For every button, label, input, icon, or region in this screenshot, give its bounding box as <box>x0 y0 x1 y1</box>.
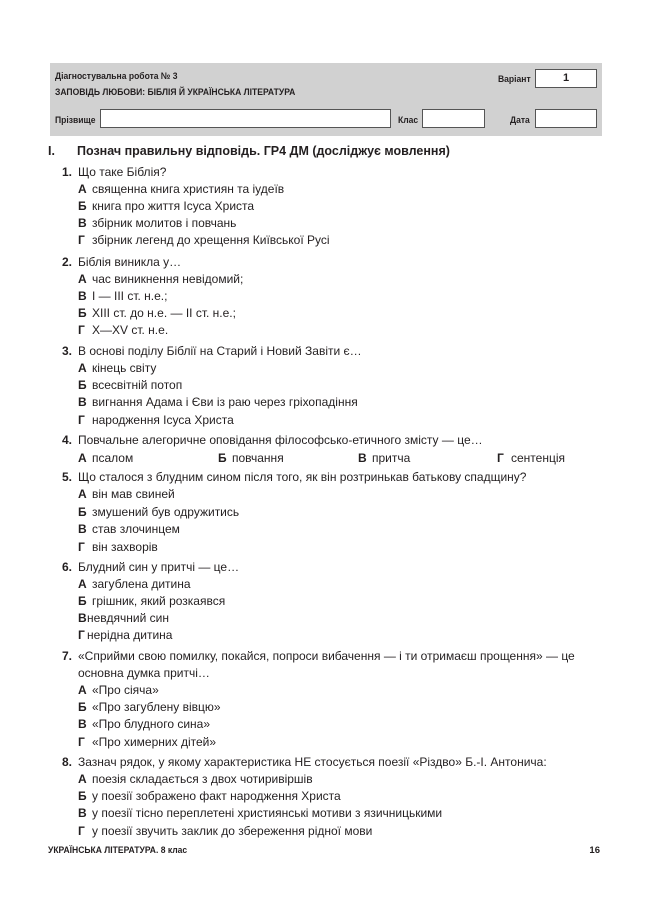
option-text: всесвітній потоп <box>92 378 183 392</box>
section-title: Познач правильну відповідь. ГР4 ДМ (досліджує мовлення) <box>77 144 450 158</box>
option[interactable] <box>78 451 133 465</box>
class-field[interactable] <box>422 109 485 128</box>
header-box <box>50 63 602 136</box>
option-text: «Про загублену вівцю» <box>92 700 221 714</box>
option[interactable] <box>78 522 180 536</box>
option-text: грішник, який розкаявся <box>92 594 226 608</box>
option-letter: В <box>78 216 87 230</box>
option-text: кінець світу <box>92 361 157 375</box>
option[interactable] <box>78 216 236 230</box>
option[interactable] <box>78 487 175 501</box>
variant-label: Варіант <box>498 74 531 85</box>
option-letter: А <box>78 772 87 786</box>
option-text: став злочинцем <box>92 522 180 536</box>
option[interactable] <box>78 199 254 213</box>
option[interactable] <box>78 717 210 731</box>
option-letter: Б <box>218 451 227 465</box>
option[interactable] <box>218 451 284 465</box>
option[interactable] <box>78 611 169 625</box>
date-field[interactable] <box>535 109 597 128</box>
option[interactable] <box>78 361 156 375</box>
question-number: 5. <box>62 470 73 484</box>
question-text: Біблія виникла у… <box>78 255 182 269</box>
option-text: поезія складається з двох чотиривіршів <box>92 772 313 786</box>
option-letter: Б <box>78 306 87 320</box>
option[interactable] <box>78 233 330 247</box>
question-number: 3. <box>62 344 73 358</box>
option[interactable] <box>78 683 159 697</box>
option[interactable] <box>78 289 167 303</box>
option-letter: Г <box>78 540 85 554</box>
option-text: у поезії звучить заклик до збереження рідної мови <box>92 824 373 838</box>
question-number: 2. <box>62 255 73 269</box>
option[interactable] <box>358 451 410 465</box>
question-text: Що таке Біблія? <box>78 165 167 179</box>
option[interactable] <box>78 806 442 820</box>
option-letter: А <box>78 577 87 591</box>
option-letter: Г <box>78 824 85 838</box>
option-letter: А <box>78 451 87 465</box>
option-text: книга про життя Ісуса Христа <box>92 199 255 213</box>
option-letter: Г <box>78 323 85 337</box>
question-number: 6. <box>62 560 73 574</box>
option-text: священна книга християн та іудеїв <box>92 182 285 196</box>
option-letter: Г <box>78 735 85 749</box>
option-text: ХІІІ ст. до н.е. — ІІ ст. н.е.; <box>92 306 236 320</box>
option-text: «Про химерних дітей» <box>92 735 217 749</box>
option-text: І — ІІІ ст. н.е.; <box>92 289 168 303</box>
option-text: сентенція <box>511 451 565 465</box>
option-letter: Б <box>78 505 87 519</box>
option-text: час виникнення невідомий; <box>92 272 244 286</box>
question-text: Зазнач рядок, у якому характеристика НЕ стосується поезії «Різдво» Б.-І. Антонича: <box>78 755 547 769</box>
option-letter: В <box>78 522 87 536</box>
question-text: Повчальне алегоричне оповідання філософсько-етичного змісту — це… <box>78 433 483 447</box>
question-text: «Сприйми свою помилку, покайся, попроси вибачення — і ти отримаєш прощення» — це основна думка притчі… <box>78 649 575 680</box>
option[interactable] <box>78 540 158 554</box>
option-letter: Б <box>78 789 87 803</box>
page-number: 16 <box>589 845 600 856</box>
option-letter: А <box>78 487 87 501</box>
option-letter: А <box>78 272 87 286</box>
option-text: збірник молитов і повчань <box>92 216 237 230</box>
option-text: Х—ХV ст. н.е. <box>92 323 169 337</box>
worksheet-subtitle: ЗАПОВІДЬ ЛЮБОВИ: БІБЛІЯ Й УКРАЇНСЬКА ЛІТЕРАТУРА <box>55 87 296 98</box>
worksheet-title: Діагностувальна робота № 3 <box>55 71 178 82</box>
option-text: «Про сіяча» <box>92 683 159 697</box>
option[interactable] <box>78 772 313 786</box>
option-letter: В <box>78 395 87 409</box>
option-letter: Г <box>78 233 85 247</box>
question-number: 7. <box>62 649 73 663</box>
option-letter: В <box>78 717 87 731</box>
option-text: псалом <box>92 451 134 465</box>
option-letter: Б <box>78 378 87 392</box>
class-label: Клас <box>398 115 419 126</box>
option[interactable] <box>78 306 236 320</box>
question-number: 4. <box>62 433 73 447</box>
option[interactable] <box>78 378 182 392</box>
surname-label: Прізвище <box>55 115 96 126</box>
option-letter: А <box>78 182 87 196</box>
surname-field[interactable] <box>100 109 391 128</box>
option[interactable] <box>78 505 239 519</box>
option[interactable] <box>78 182 284 196</box>
option-text: невдячний син <box>87 611 169 625</box>
option-letter: В <box>78 806 87 820</box>
option-text: народження Ісуса Христа <box>92 413 234 427</box>
option-text: нерідна дитина <box>87 628 173 642</box>
section-number: I. <box>48 144 55 158</box>
option-text: він захворів <box>92 540 158 554</box>
option[interactable] <box>78 413 234 427</box>
option-text: загублена дитина <box>92 577 191 591</box>
option-letter: В <box>358 451 367 465</box>
option[interactable] <box>497 451 565 465</box>
option[interactable] <box>78 323 168 337</box>
option-letter: В <box>78 611 87 625</box>
option-letter: Б <box>78 594 87 608</box>
option-letter: Б <box>78 700 87 714</box>
option[interactable] <box>78 824 372 838</box>
option-letter: Г <box>78 413 85 427</box>
option[interactable] <box>78 594 225 608</box>
option-text: «Про блудного сина» <box>92 717 211 731</box>
option-letter: Б <box>78 199 87 213</box>
variant-field[interactable]: 1 <box>535 69 597 88</box>
question-text: В основі поділу Біблії на Старий і Новий Завіти є… <box>78 344 362 358</box>
option-letter: А <box>78 683 87 697</box>
option-text: повчання <box>232 451 284 465</box>
option-text: у поезії зображено факт народження Христа <box>92 789 341 803</box>
option[interactable] <box>78 577 191 591</box>
option[interactable] <box>78 789 341 803</box>
question-text: Блудний син у притчі — це… <box>78 560 240 574</box>
question-number: 8. <box>62 755 73 769</box>
option-text: у поезії тісно переплетені християнські мотиви з язичницькими <box>92 806 443 820</box>
option-text: він мав свиней <box>92 487 175 501</box>
option-text: збірник легенд до хрещення Київської Русі <box>92 233 330 247</box>
date-label: Дата <box>510 115 530 126</box>
footer-subject: УКРАЇНСЬКА ЛІТЕРАТУРА. 8 клас <box>48 845 188 856</box>
option-text: притча <box>372 451 411 465</box>
option-text: вигнання Адама і Єви із раю через гріхопадіння <box>92 395 358 409</box>
option[interactable] <box>78 700 221 714</box>
option[interactable] <box>78 395 358 409</box>
question-text: Що сталося з блудним сином після того, як він розтринькав батькову спадщину? <box>78 470 527 484</box>
option-letter: А <box>78 361 87 375</box>
option-text: змушений був одружитись <box>92 505 240 519</box>
option[interactable] <box>78 735 216 749</box>
option[interactable] <box>78 628 172 642</box>
option-letter: В <box>78 289 87 303</box>
option-letter: Г <box>497 451 504 465</box>
question-number: 1. <box>62 165 73 179</box>
option-letter: Г <box>78 628 85 642</box>
option[interactable] <box>78 272 243 286</box>
